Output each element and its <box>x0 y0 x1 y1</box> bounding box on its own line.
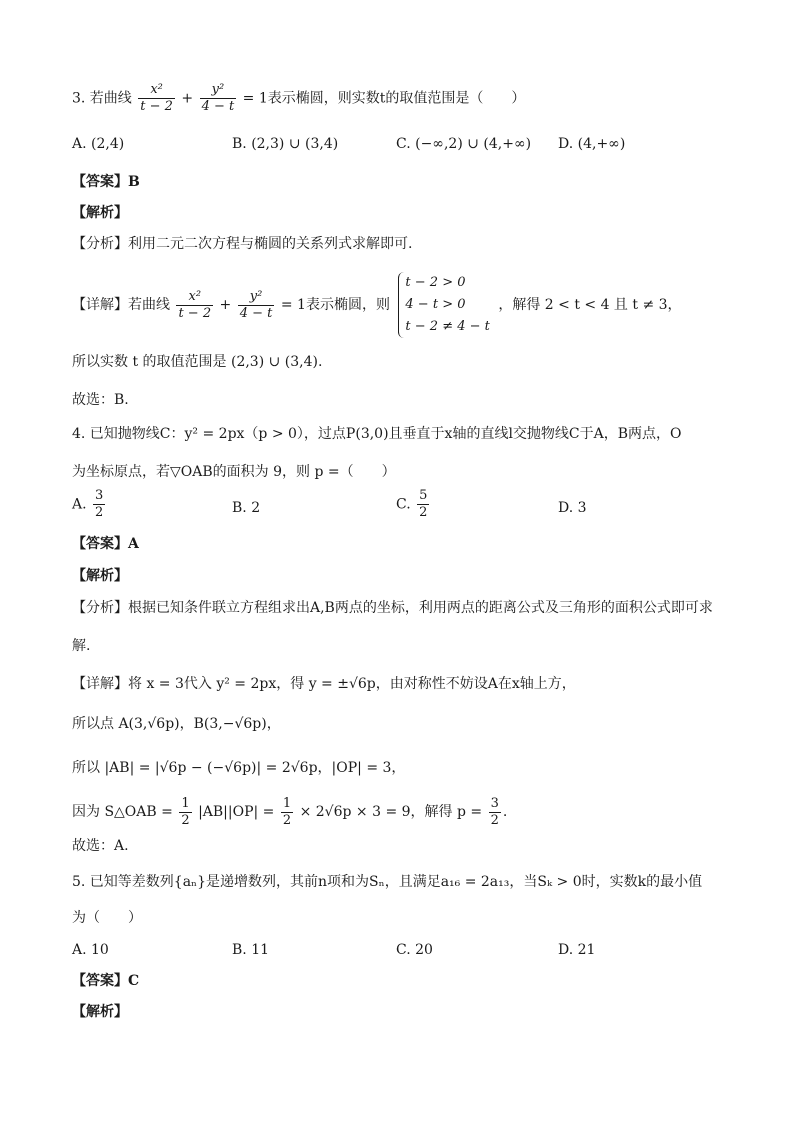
q4-answer: 【答案】A <box>72 536 139 552</box>
q3-option-c: C. (−∞,2) ∪ (4,+∞) <box>396 136 532 152</box>
q3-tail: = 1表示椭圆，则实数t的取值范围是（ ） <box>242 90 526 107</box>
q4-stem-line2: 为坐标原点，若▽OAB的面积为 9，则 p =（ ） <box>72 464 396 480</box>
q3-option-a: A. (2,4) <box>72 136 125 152</box>
q3-answer: 【答案】B <box>72 174 140 190</box>
q4-detail-line2: 所以点 A(3,√6p)，B(3,−√6p)， <box>72 716 281 732</box>
q5-option-c: C. 20 <box>396 942 433 958</box>
q3-choose: 故选：B. <box>72 392 129 408</box>
q4-detail-line3: 所以 |AB| = |√6p − (−√6p)| = 2√6p，|OP| = 3， <box>72 760 406 776</box>
q5-analysis-label: 【解析】 <box>72 1004 128 1020</box>
q5-stem-line2: 为（ ） <box>72 910 142 926</box>
q4-option-c: C. $\frac{5}{2}$ <box>396 488 428 520</box>
q4-stem-line1: 4. 已知抛物线C：y² = 2px（p > 0），过点P(3,0)且垂直于x轴的直线l交抛物线C于A，B两点，O <box>72 426 682 442</box>
q4-fenxi-line1: 【分析】根据已知条件联立方程组求出A,B两点的坐标，利用两点的距离公式及三角形的面积公式即可求 <box>72 600 713 616</box>
q3-conclusion: 所以实数 t 的取值范围是 (2,3) ∪ (3,4). <box>72 354 323 370</box>
q3-stem: 3. 若曲线 $\frac{\text{x²}}{t - 2}$ + $\frac{\text{y²}}{4 - t}$ = 1表示椭圆，则实数t的取值范围是（ ） <box>72 82 526 114</box>
q3-frac2: $\frac{\text{y²}}{4 - t}$ <box>201 82 235 114</box>
q4-option-d: D. 3 <box>558 500 587 516</box>
q3-analysis-label: 【解析】 <box>72 205 128 221</box>
q4-option-b: B. 2 <box>232 500 261 516</box>
q4-choose: 故选：A. <box>72 838 129 854</box>
q5-option-b: B. 11 <box>232 942 270 958</box>
q4-option-a: A. $\frac{3}{2}$ <box>72 488 104 520</box>
q4-detail-line4: 因为 S△OAB = $\frac{1}{2}$ |AB||OP| = $\frac{1}{2}$ × 2√6p × 3 = 9，解得 p = $\frac{3}{2}$ . <box>72 795 508 828</box>
q5-option-d: D. 21 <box>558 942 596 958</box>
q4-detail-line1: 【详解】将 x = 3代入 y² = 2px，得 y = ±√6p，由对称性不妨设A在x轴上方， <box>72 676 576 692</box>
q3-frac1: $\frac{\text{x²}}{t - 2}$ <box>140 82 173 114</box>
q3-system: t − 2 > 0 4 − t > 0 t − 2 ≠ 4 − t <box>398 272 489 338</box>
q3-lead: 3. 若曲线 <box>72 90 132 107</box>
q5-option-a: A. 10 <box>72 942 109 958</box>
q3-option-b: B. (2,3) ∪ (3,4) <box>232 136 339 152</box>
q5-answer: 【答案】C <box>72 973 140 989</box>
q4-analysis-label: 【解析】 <box>72 568 128 584</box>
q3-detail: 【详解】若曲线 $\frac{\text{x²}}{t - 2}$ + $\frac{\text{y²}}{4 - t}$ = 1表示椭圆，则 t − 2 > 0 4 − t > 0 t − 2 ≠ 4 − t ，解得 2 < t < 4 且 t ≠ 3， <box>72 270 682 340</box>
q4-fenxi-line2: 解. <box>72 638 91 654</box>
q5-stem-line1: 5. 已知等差数列{aₙ}是递增数列，其前n项和为Sₙ，且满足a₁₆ = 2a₁₃，当Sₖ > 0时，实数k的最小值 <box>72 874 703 890</box>
q3-fenxi: 【分析】利用二元二次方程与椭圆的关系列式求解即可. <box>72 236 413 252</box>
q3-option-d: D. (4,+∞) <box>558 136 626 152</box>
